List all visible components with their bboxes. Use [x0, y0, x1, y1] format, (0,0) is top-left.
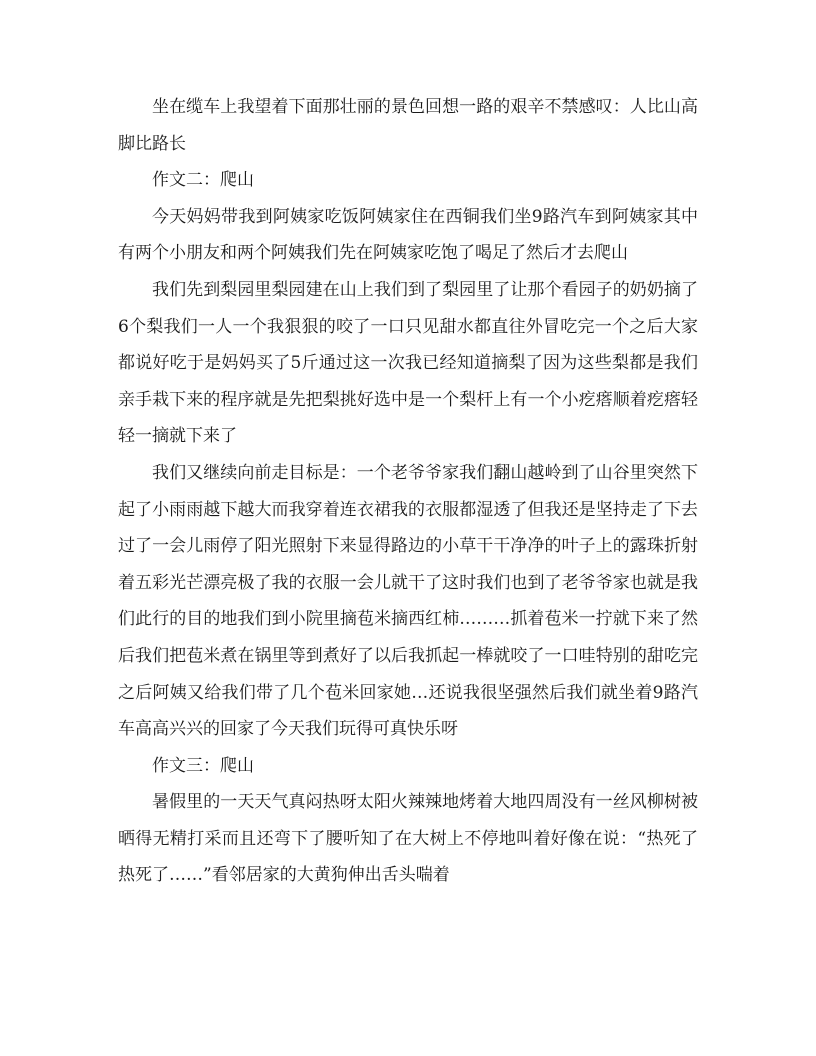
paragraph-5: 暑假里的一天天气真闷热呀太阳火辣辣地烤着大地四周没有一丝风柳树被晒得无精打采而且还弯下了腰听知了在大树上不停地叫着好像在说：“热死了热死了……”看邻居家的大黄狗伸出舌头喘着 [118, 792, 698, 886]
paragraph-1: 坐在缆车上我望着下面那壮丽的景色回想一路的艰辛不禁感叹：人比山高脚比路长 [118, 97, 698, 154]
essay-text [118, 89, 698, 894]
paragraph-2: 今天妈妈带我到阿姨家吃饭阿姨家住在西铜我们坐9路汽车到阿姨家其中有两个小朋友和两个阿姨我们先在阿姨家吃饱了喝足了然后才去爬山 [118, 206, 698, 264]
paragraph-4: 我们又继续向前走目标是：一个老爷爷家我们翻山越岭到了山谷里突然下起了小雨雨越下越大而我穿着连衣裙我的衣服都湿透了但我还是坚持走了下去过了一会儿雨停了阳光照射下来显得路边的小草干干净净的叶子上的露珠折射着五彩光芒漂亮极了我的衣服一会儿就干了这时我们也到了老爷爷家也就是我们此行的目的地我们到小院里摘苞米摘西红柿………抓着苞米一拧就下来了然后我们把苞米煮在锅里等到煮好了以后我抓起一棒就咬了一口哇特别的甜吃完之后阿姨又给我们带了几个苞米回家她…还说我很坚强然后我们就坐着9路汽车高高兴兴的回家了今天我们玩得可真快乐呀 [118, 462, 698, 740]
essay-heading-2: 作文二：爬山 [152, 170, 254, 191]
paragraph-3: 我们先到梨园里梨园建在山上我们到了梨园里了让那个看园子的奶奶摘了6个梨我们一人一个我狠狠的咬了一口只见甜水都直往外冒吃完一个之后大家都说好吃于是妈妈买了5斤通过这一次我已经知道摘梨了因为这些梨都是我们亲手栽下来的程序就是先把梨挑好选中是一个梨杆上有一个小疙瘩顺着疙瘩轻轻一摘就下来了 [118, 279, 698, 447]
essay-heading-3: 作文三：爬山 [152, 755, 254, 776]
